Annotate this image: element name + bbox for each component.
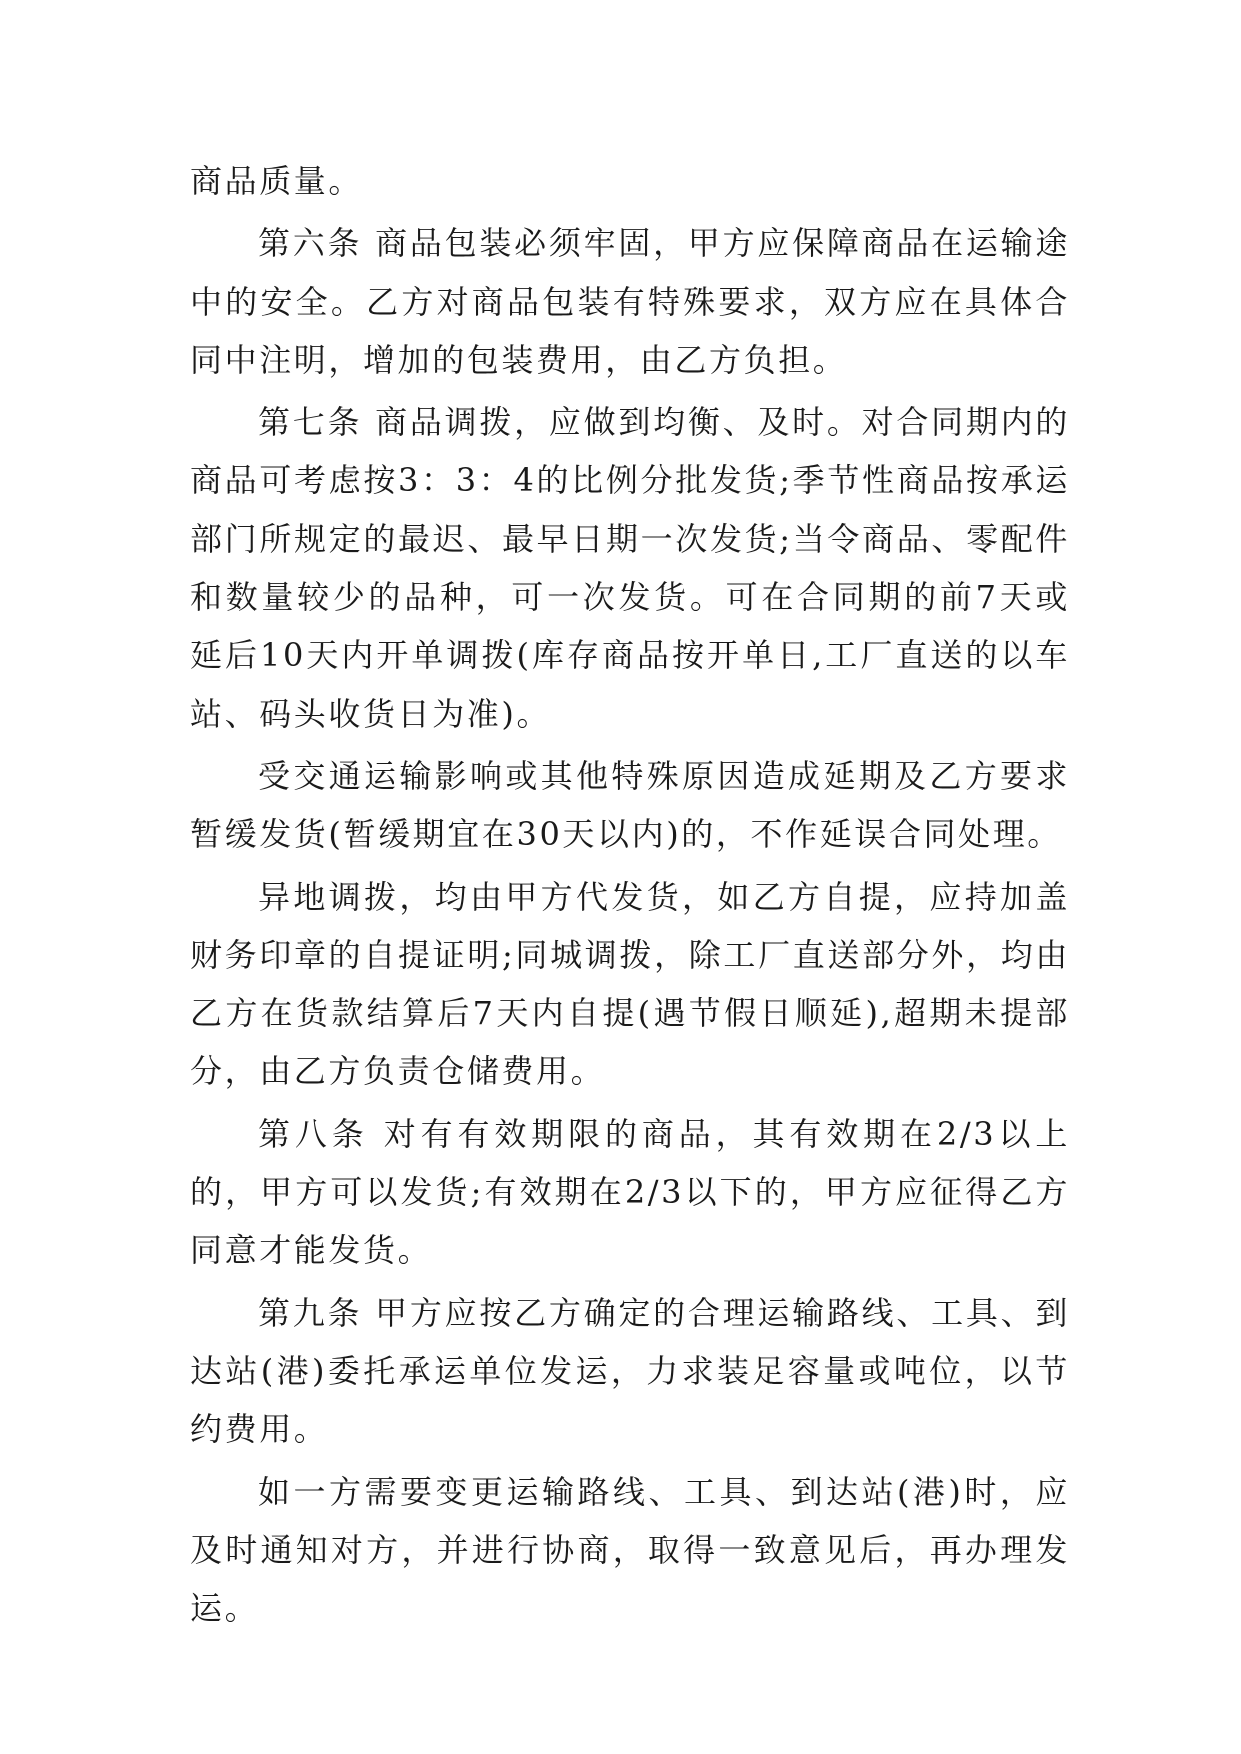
paragraph-remote-allocation: 异地调拨，均由甲方代发货，如乙方自提，应持加盖财务印章的自提证明;同城调拨，除工厂直送部分外，均由乙方在货款结算后7天内自提(遇节假日顺延),超期未提部分，由乙方负责仓储费用。 — [190, 877, 1070, 1091]
paragraph-article-8: 第八条 对有有效期限的商品，其有效期在2/3以上的，甲方可以发货;有效期在2/3以下的，甲方应征得乙方同意才能发货。 — [190, 1114, 1070, 1270]
paragraph-continuation: 商品质量。 — [190, 162, 364, 200]
paragraph-article-6: 第六条 商品包装必须牢固，甲方应保障商品在运输途中的安全。乙方对商品包装有特殊要求，双方应在具体合同中注明，增加的包装费用，由乙方负担。 — [190, 224, 1070, 379]
paragraph-article-7: 第七条 商品调拨，应做到均衡、及时。对合同期内的商品可考虑按3：3：4的比例分批发货;季节性商品按承运部门所规定的最迟、最早日期一次发货;当令商品、零配件和数量较少的品种，可一次发货。可在合同期的前7天或延后10天内开单调拨(库存商品按开单日,工厂直送的以车站、码头收货日为准)。 — [190, 403, 1070, 733]
paragraph-article-9: 第九条 甲方应按乙方确定的合理运输路线、工具、到达站(港)委托承运单位发运，力求装足容量或吨位，以节约费用。 — [190, 1293, 1070, 1449]
document-body — [190, 152, 1070, 1641]
paragraph-transport-delay: 受交通运输影响或其他特殊原因造成延期及乙方要求暂缓发货(暂缓期宜在30天以内)的，不作延误合同处理。 — [190, 756, 1070, 854]
paragraph-route-change: 如一方需要变更运输路线、工具、到达站(港)时，应及时通知对方，并进行协商，取得一致意见后，再办理发运。 — [190, 1472, 1070, 1628]
